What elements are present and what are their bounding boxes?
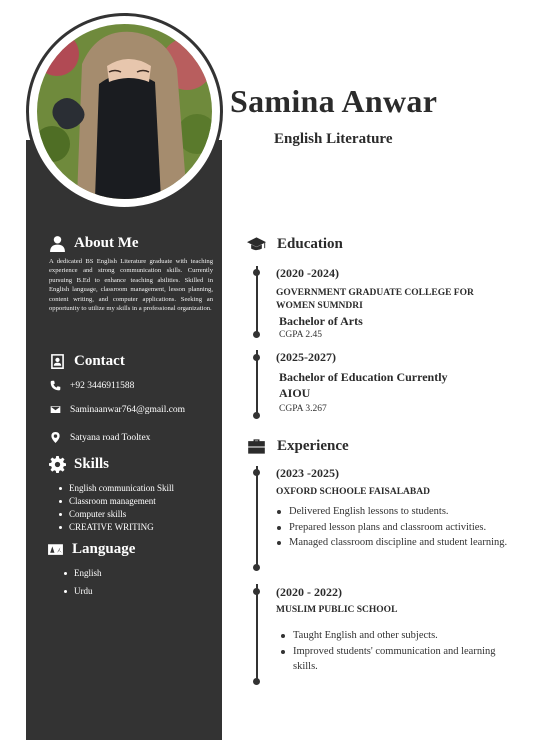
profile-photo	[37, 24, 212, 199]
education-date: (2020 -2024)	[276, 266, 339, 280]
duty-item: Prepared lesson plans and classroom activities.	[276, 520, 511, 536]
timeline-dot	[253, 469, 260, 476]
education-degree: Bachelor of Arts	[279, 314, 363, 328]
education-heading	[247, 235, 343, 254]
skill-item: Classroom management	[57, 495, 174, 508]
contact-phone	[50, 380, 134, 391]
timeline-dot	[253, 564, 260, 571]
duty-item: Taught English and other subjects.	[280, 628, 515, 644]
contact-heading	[49, 353, 125, 370]
about-heading	[49, 235, 139, 252]
briefcase-icon	[247, 437, 266, 456]
timeline-dot	[253, 269, 260, 276]
contact-heading-label: Contact	[74, 353, 125, 369]
education-timeline-line	[256, 266, 258, 337]
language-heading	[47, 541, 135, 558]
experience-heading-label: Experience	[277, 438, 349, 454]
experience-date: (2020 - 2022)	[276, 585, 342, 599]
language-heading-label: Language	[72, 541, 136, 557]
experience-timeline-line	[256, 466, 258, 570]
candidate-field: English Literature	[274, 131, 393, 147]
experience-employer: MUSLIM PUBLIC SCHOOL	[276, 605, 398, 615]
education-gpa: CGPA 2.45	[279, 330, 322, 340]
timeline-dot	[253, 412, 260, 419]
education-date: (2025-2027)	[276, 350, 336, 364]
contact-address	[50, 432, 150, 443]
skills-heading-label: Skills	[74, 456, 110, 472]
email-text: Saminaanwar764@gmail.com	[70, 404, 186, 415]
skills-list	[57, 482, 174, 534]
skill-item: CREATIVE WRITING	[57, 521, 174, 534]
timeline-dot	[253, 588, 260, 595]
gear-icon	[49, 456, 66, 473]
experience-employer: OXFORD SCHOOLE FAISALABAD	[276, 487, 430, 497]
about-text: A dedicated BS English Literature graduate with teaching experience and strong communication skills. Currently pursuing B.Ed to enhance teaching abilities. Skilled in English language, classroom management, lesson planning, content writing, and computer applications. Seeking an opportunity to utilize my skills in a professional organization.	[49, 258, 213, 313]
address-text: Satyana road Tooltex	[70, 432, 151, 443]
education-gpa: CGPA 3.267	[279, 404, 327, 414]
about-heading-label: About Me	[74, 235, 139, 251]
graduation-cap-icon	[247, 235, 266, 254]
language-item: Urdu	[62, 582, 102, 600]
skill-item: English communication Skill	[57, 482, 174, 495]
profile-photo-frame	[29, 16, 220, 207]
envelope-icon	[50, 404, 61, 415]
phone-icon	[50, 380, 61, 391]
duty-item: Improved students' communication and learning skills.	[280, 644, 515, 675]
experience-duties	[280, 628, 515, 675]
duty-item: Managed classroom discipline and student learning.	[276, 535, 511, 551]
skills-heading	[49, 456, 109, 473]
experience-duties	[276, 504, 511, 551]
phone-text: +92 3446911588	[70, 380, 135, 391]
education-degree: Bachelor of Education Currently AIOU	[279, 370, 448, 400]
education-heading-label: Education	[277, 236, 343, 252]
timeline-dot	[253, 331, 260, 338]
location-pin-icon	[50, 432, 61, 443]
contact-email	[50, 404, 185, 415]
education-institution: GOVERNMENT GRADUATE COLLEGE FOR WOMEN SUMNDRI	[276, 288, 474, 311]
experience-heading	[247, 437, 349, 456]
timeline-dot	[253, 354, 260, 361]
language-list	[62, 564, 102, 600]
duty-item: Delivered English lessons to students.	[276, 504, 511, 520]
timeline-dot	[253, 678, 260, 685]
contact-card-icon	[49, 353, 66, 370]
experience-timeline-line	[256, 584, 258, 684]
candidate-name: Samina Anwar	[230, 83, 438, 119]
skill-item: Computer skills	[57, 508, 174, 521]
experience-date: (2023 -2025)	[276, 466, 339, 480]
user-icon	[49, 235, 66, 252]
language-item: English	[62, 564, 102, 582]
translate-icon	[47, 541, 64, 558]
